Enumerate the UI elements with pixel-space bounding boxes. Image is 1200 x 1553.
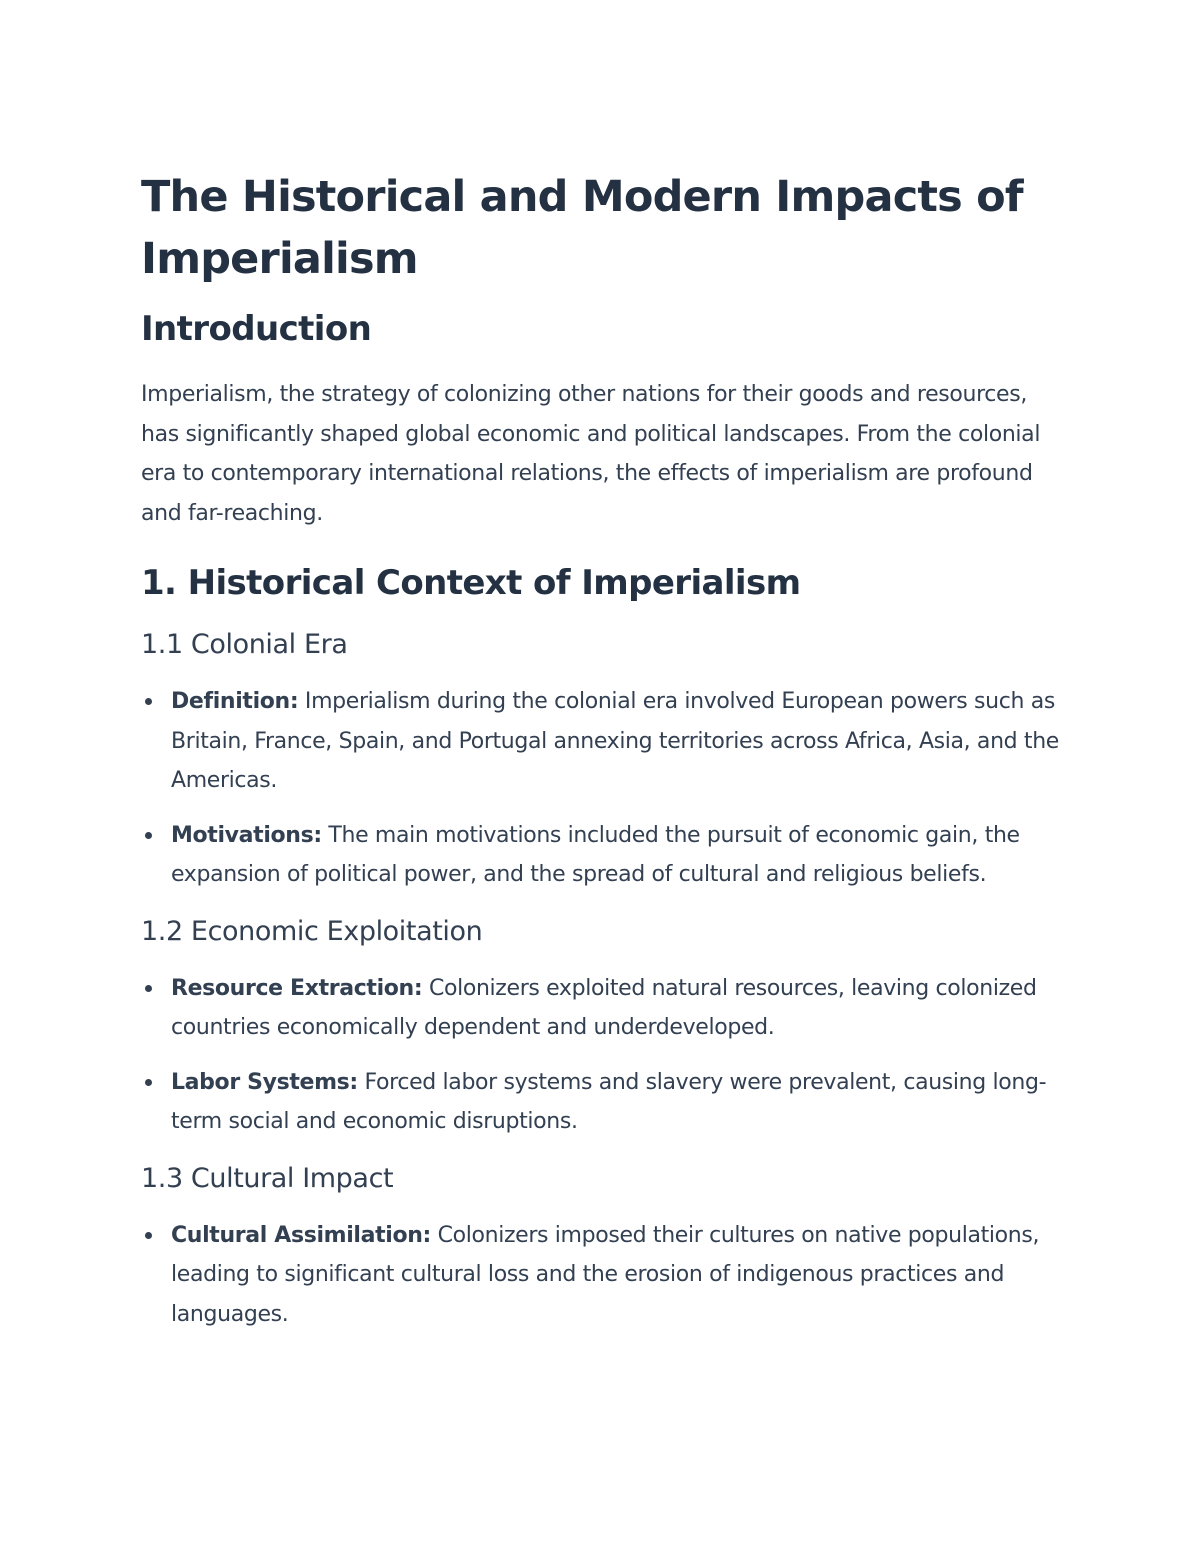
- item-term: Labor Systems:: [171, 1069, 358, 1095]
- item-text: Imperialism during the colonial era involved European powers such as Britain, France, Spain, and Portugal annexing territories across Africa, Asia, and the Americas.: [171, 689, 1059, 793]
- bullet-icon: [145, 698, 152, 705]
- subsection-1-1-list: [141, 682, 1071, 895]
- section-1-heading: 1. Historical Context of Imperialism: [141, 563, 801, 603]
- subsection-1-1-heading: 1.1 Colonial Era: [141, 629, 348, 660]
- item-text: Colonizers imposed their cultures on native populations, leading to significant cultural loss and the erosion of indigenous practices and languages.: [171, 1222, 1040, 1327]
- introduction-heading: Introduction: [141, 309, 372, 349]
- list-item: [141, 1063, 1071, 1142]
- bullet-icon: [145, 985, 152, 992]
- item-term: Resource Extraction:: [171, 975, 423, 1001]
- subsection-1-2-list: [141, 969, 1071, 1142]
- item-term: Cultural Assimilation:: [171, 1222, 431, 1248]
- item-term: Definition:: [171, 689, 299, 714]
- item-term: Motivations:: [171, 822, 322, 848]
- subsection-1-3-heading: 1.3 Cultural Impact: [141, 1162, 394, 1194]
- list-item: [141, 816, 1071, 895]
- list-item: [141, 1216, 1071, 1335]
- bullet-icon: [145, 832, 152, 839]
- bullet-icon: [145, 1232, 152, 1239]
- list-item: [141, 969, 1071, 1048]
- subsection-1-2-heading: 1.2 Economic Exploitation: [141, 915, 483, 947]
- bullet-icon: [145, 1079, 152, 1086]
- subsection-1-3-list: [141, 1216, 1071, 1335]
- list-item: [141, 682, 1071, 801]
- document-title: The Historical and Modern Impacts of Imperialism: [141, 172, 1023, 284]
- item-text: Colonizers exploited natural resources, leaving colonized countries economically dependent and underdeveloped.: [171, 975, 1037, 1040]
- item-text: Forced labor systems and slavery were prevalent, causing long-term social and economic disruptions.: [171, 1069, 1047, 1134]
- introduction-paragraph: Imperialism, the strategy of colonizing other nations for their goods and resources, has significantly shaped global economic and political landscapes. From the colonial era to contemporary international relations, the effects of imperialism are profound and far-reaching.: [141, 382, 1041, 526]
- document-page: [141, 166, 1071, 1334]
- item-text: The main motivations included the pursuit of economic gain, the expansion of political power, and the spread of cultural and religious beliefs.: [171, 822, 1020, 887]
